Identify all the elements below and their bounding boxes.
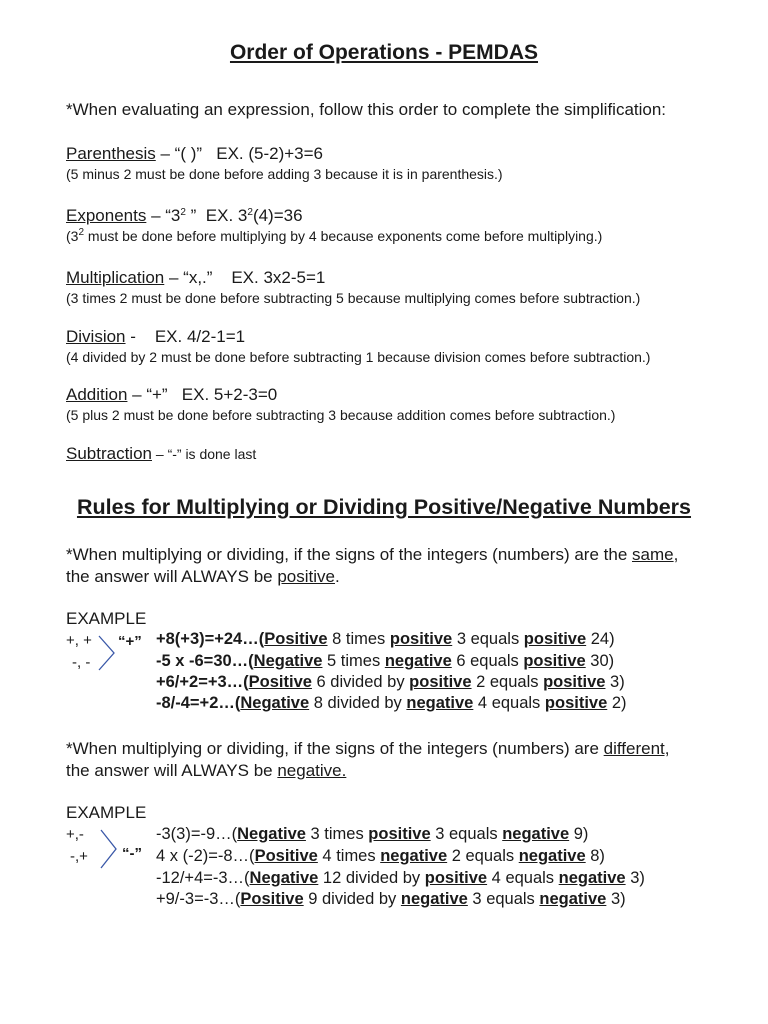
term-label: Division [66,327,126,346]
page-title: Order of Operations - PEMDAS [229,41,539,64]
note-multiplication: (3 times 2 must be done before subtracting 5 because multiplying comes before subtraction.) [66,290,641,306]
rule-division [66,327,245,347]
example-row: +9/-3=-3…(Positive 9 divided by negative 3 equals negative 3) [156,890,626,908]
example-row: -12/+4=-3…(Negative 12 divided by positive 4 equals negative 3) [156,869,645,887]
rule-parenthesis [66,144,323,164]
result-sign: “+” [118,633,142,650]
example-row: -3(3)=-9…(Negative 3 times positive 3 equals negative 9) [156,825,589,843]
sign-pair: +, + [66,632,92,649]
term-example: EX. 4/2-1=1 [154,327,246,346]
result-sign: “-” [122,845,142,862]
sign-pair: -, - [72,654,91,671]
example-label-same: EXAMPLE [66,609,147,628]
different-rule-line2: the answer will ALWAYS be negative. [66,761,347,780]
note-division: (4 divided by 2 must be done before subtracting 1 because division comes before subtraction.) [66,349,651,365]
example-row: +8(+3)=+24…(Positive 8 times positive 3 equals positive 24) [156,630,615,648]
same-rule-line2: the answer will ALWAYS be positive. [66,567,340,586]
rule-subtraction [66,444,256,464]
note-addition: (5 plus 2 must be done before subtracting 3 because addition comes before subtraction.) [66,407,616,423]
sign-pair: +,- [66,826,84,843]
sign-pair: -,+ [70,848,88,865]
note-parenthesis: (5 minus 2 must be done before adding 3 because it is in parenthesis.) [66,166,503,182]
bracket-icon [96,634,118,674]
intro-text: *When evaluating an expression, follow this order to complete the simplification: [66,100,667,119]
term-label: Addition [66,385,128,404]
same-keyword: same [632,545,674,564]
example-row: -8/-4=+2…(Negative 8 divided by negative 4 equals positive 2) [156,694,627,712]
different-rule-line1: *When multiplying or dividing, if the signs of the integers (numbers) are different, [66,739,670,758]
term-label: Subtraction [66,444,152,463]
term-label: Parenthesis [66,144,156,163]
term-symbol: – “$3^2$ ” [146,206,197,225]
term-symbol: - [125,327,136,346]
negative-keyword: negative. [277,761,347,780]
rule-addition [66,385,277,405]
different-keyword: different, [603,739,670,758]
example-row: +6/+2=+3…(Positive 6 divided by positive 2 equals positive 3) [156,673,625,691]
term-symbol: – “( )” [155,144,203,163]
example-label-different: EXAMPLE [66,803,147,822]
same-rule-line1: *When multiplying or dividing, if the signs of the integers (numbers) are the same, [66,545,679,564]
note-exponents: ($3^2$ must be done before multiplying by 4 because exponents come before multiplying.) [66,227,603,244]
rules-title: Rules for Multiplying or Dividing Positive/Negative Numbers [76,495,692,519]
term-symbol: – “x,.” [164,268,213,287]
term-example: EX. 3x2-5=1 [231,268,326,287]
example-row: -5 x -6=30…(Negative 5 times negative 6 equals positive 30) [156,652,615,670]
example-row: 4 x (-2)=-8…(Positive 4 times negative 2 equals negative 8) [156,847,605,865]
rule-multiplication [66,268,325,288]
bracket-icon [98,828,120,872]
term-example: EX. $3^2(4)=36$ [205,206,303,225]
term-example: EX. (5-2)+3=6 [216,144,324,163]
term-example: EX. 5+2-3=0 [181,385,278,404]
term-label: Multiplication [66,268,165,287]
rule-exponents [66,206,303,226]
term-label: Exponents [66,206,147,225]
term-symbol: – “-” is done last [152,446,257,462]
positive-keyword: positive [277,567,335,586]
term-symbol: – “+” [127,385,168,404]
